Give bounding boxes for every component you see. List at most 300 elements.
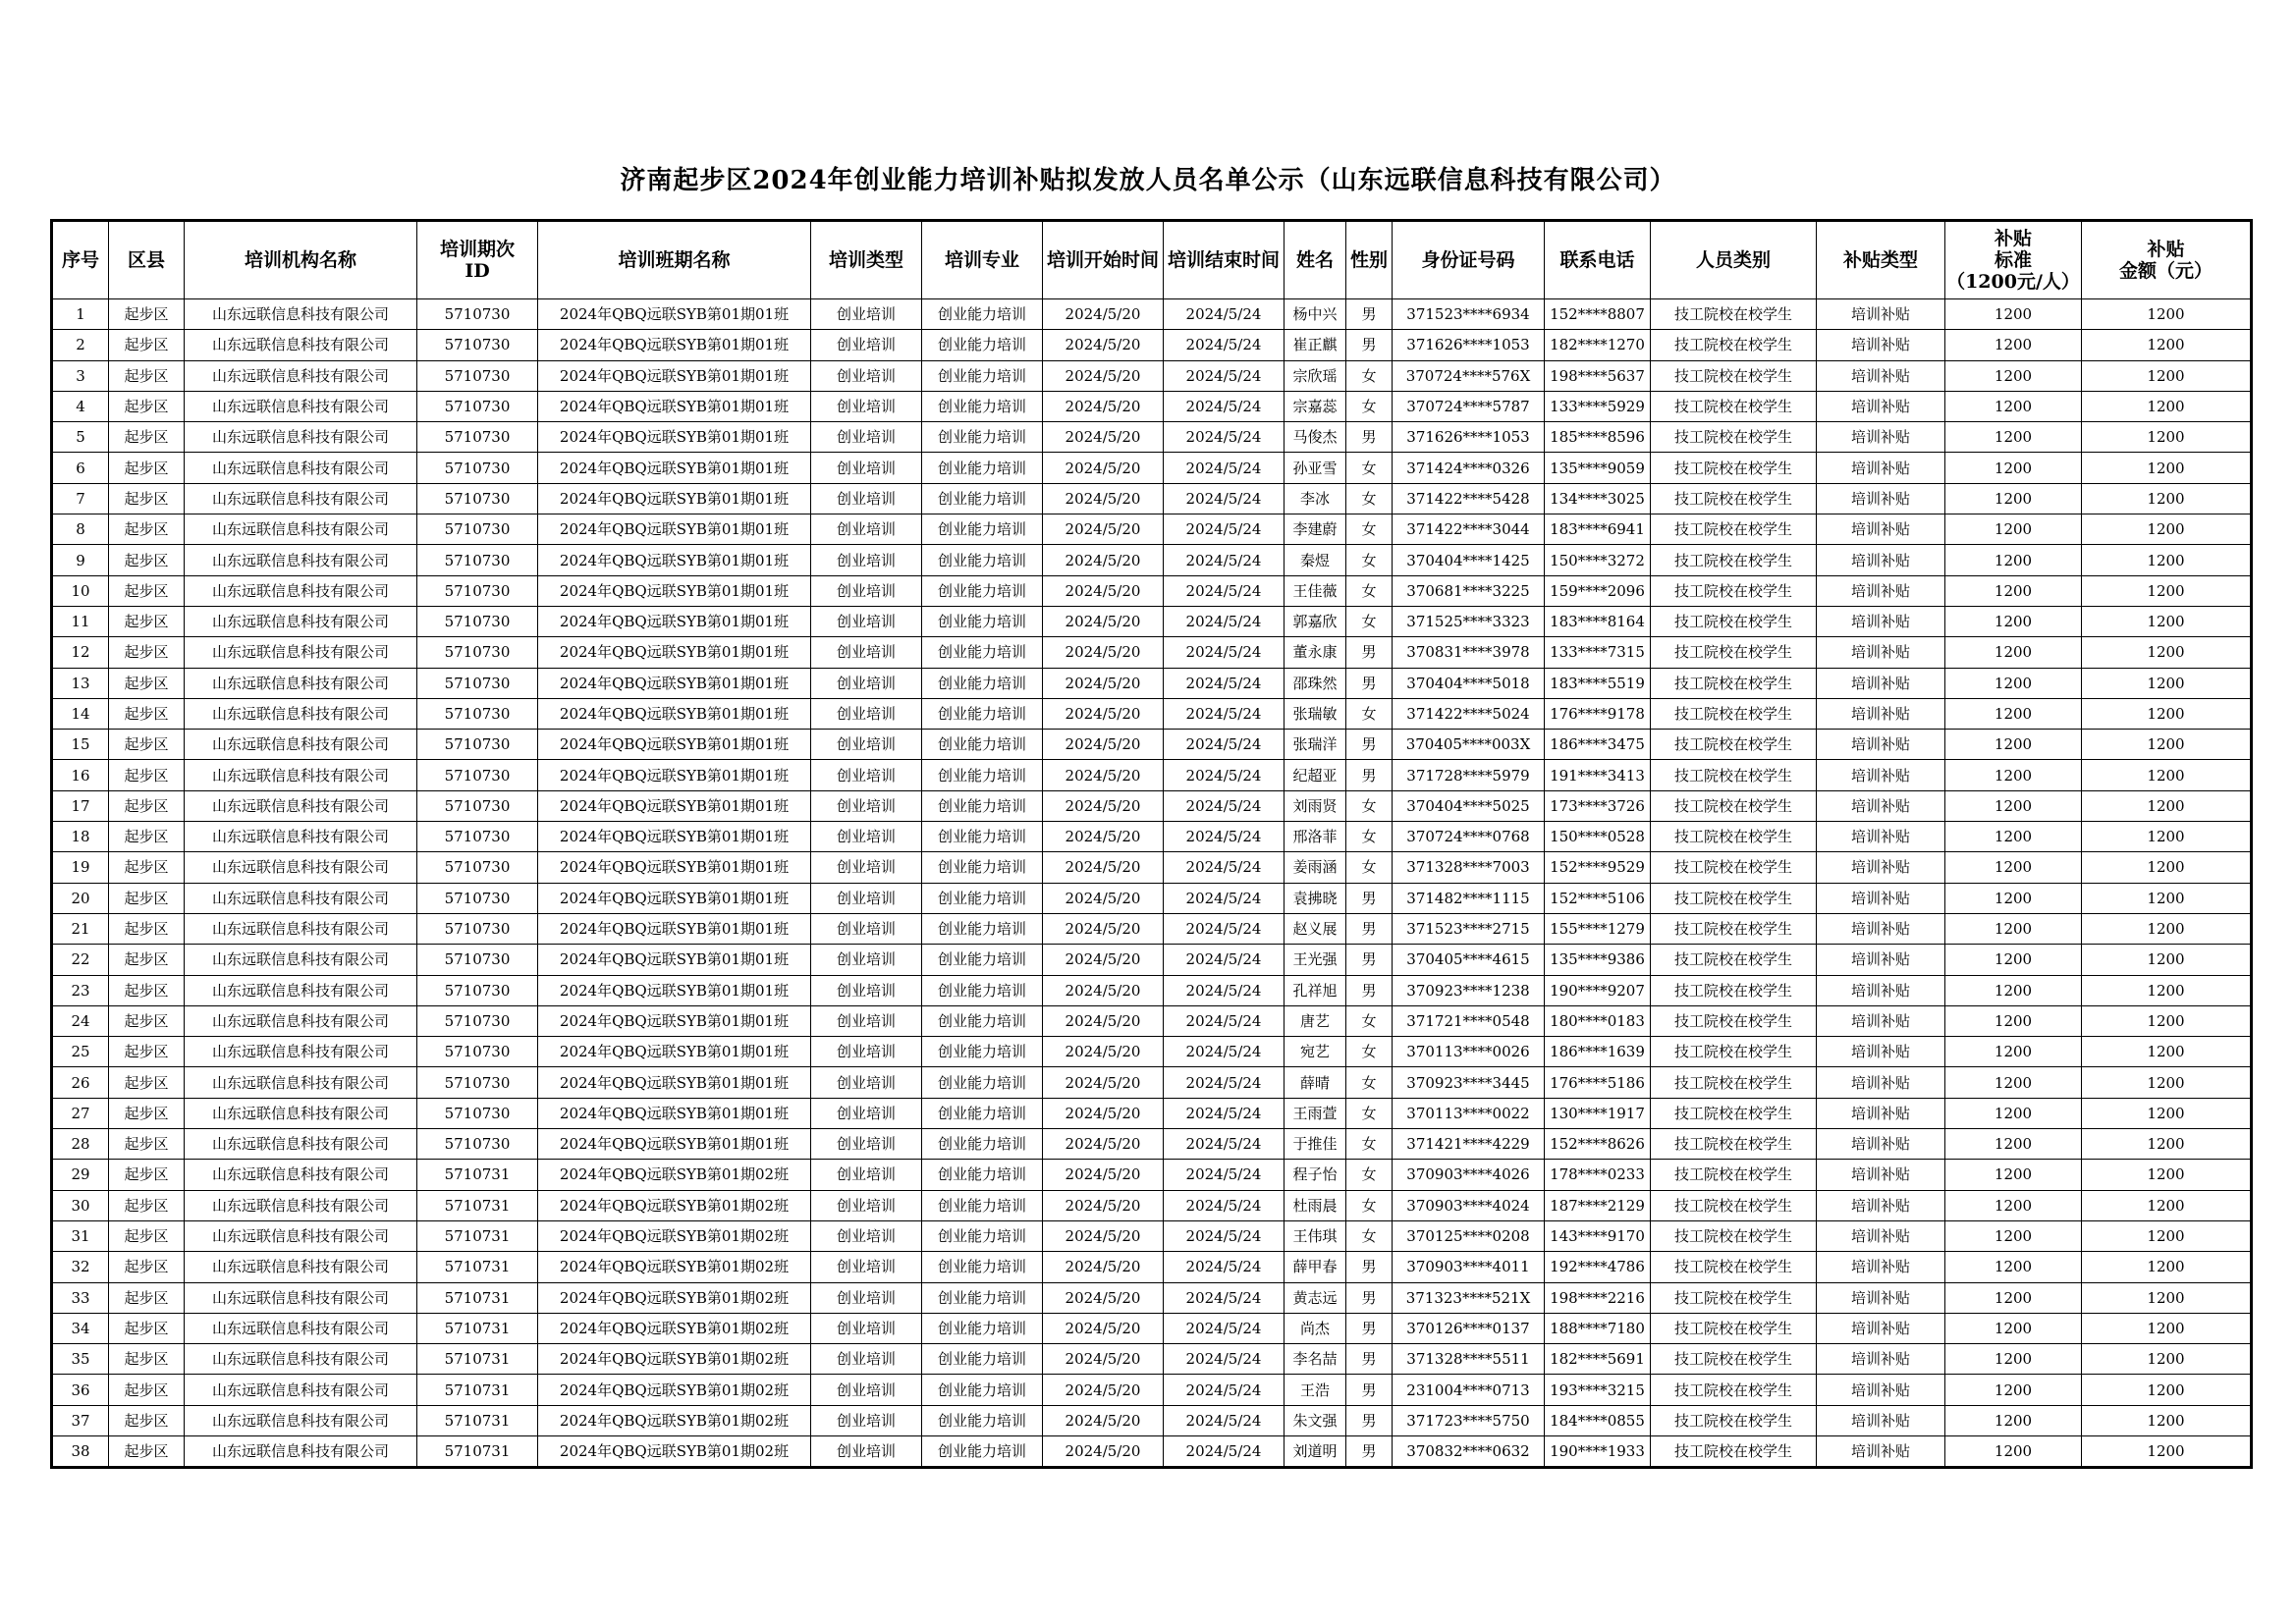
- table-cell: 技工院校在校学生: [1651, 360, 1817, 391]
- table-cell: 男: [1346, 637, 1393, 668]
- table-cell: 创业培训: [811, 330, 922, 360]
- table-cell: 创业能力培训: [922, 483, 1043, 514]
- table-cell: 起步区: [109, 422, 185, 453]
- table-cell: 李名喆: [1285, 1344, 1346, 1375]
- table-cell: 培训补贴: [1817, 360, 1945, 391]
- table-cell: 女: [1346, 606, 1393, 636]
- table-cell: 山东远联信息科技有限公司: [185, 760, 417, 790]
- table-cell: 女: [1346, 1098, 1393, 1128]
- table-cell: 1200: [1945, 1252, 2082, 1282]
- table-cell: 1200: [1945, 668, 2082, 698]
- table-cell: 起步区: [109, 1282, 185, 1313]
- table-cell: 起步区: [109, 883, 185, 913]
- table-cell: 5710730: [417, 1098, 538, 1128]
- table-cell: 2024/5/20: [1043, 1375, 1164, 1405]
- table-cell: 起步区: [109, 1375, 185, 1405]
- table-cell: 女: [1346, 1220, 1393, 1251]
- table-cell: 程子怡: [1285, 1160, 1346, 1190]
- table-cell: 培训补贴: [1817, 330, 1945, 360]
- column-header: 培训机构名称: [185, 221, 417, 299]
- table-cell: 起步区: [109, 391, 185, 421]
- table-cell: 起步区: [109, 514, 185, 545]
- table-cell: 2024年QBQ远联SYB第01期01班: [538, 1067, 811, 1098]
- table-cell: 山东远联信息科技有限公司: [185, 1190, 417, 1220]
- table-cell: 山东远联信息科技有限公司: [185, 1098, 417, 1128]
- table-cell: 男: [1346, 422, 1393, 453]
- table-cell: 技工院校在校学生: [1651, 730, 1817, 760]
- header-row: [52, 221, 2252, 299]
- table-cell: 宗欣瑶: [1285, 360, 1346, 391]
- table-cell: 2024年QBQ远联SYB第01期02班: [538, 1405, 811, 1435]
- table-row: [52, 698, 2252, 729]
- table-cell: 山东远联信息科技有限公司: [185, 1344, 417, 1375]
- table-cell: 1200: [1945, 575, 2082, 606]
- table-cell: 23: [52, 975, 109, 1005]
- table-cell: 创业能力培训: [922, 790, 1043, 821]
- table-cell: 370126****0137: [1393, 1313, 1545, 1343]
- table-row: [52, 1098, 2252, 1128]
- table-cell: 培训补贴: [1817, 883, 1945, 913]
- table-cell: 1200: [1945, 545, 2082, 575]
- table-row: [52, 1405, 2252, 1435]
- table-row: [52, 730, 2252, 760]
- table-row: [52, 1037, 2252, 1067]
- table-cell: 男: [1346, 945, 1393, 975]
- table-cell: 5710730: [417, 975, 538, 1005]
- table-cell: 起步区: [109, 822, 185, 852]
- table-cell: 薛晴: [1285, 1067, 1346, 1098]
- table-cell: 赵义展: [1285, 913, 1346, 944]
- table-cell: 2024年QBQ远联SYB第01期02班: [538, 1220, 811, 1251]
- table-cell: 5710731: [417, 1405, 538, 1435]
- table-cell: 2024/5/20: [1043, 360, 1164, 391]
- table-cell: 11: [52, 606, 109, 636]
- table-cell: 起步区: [109, 545, 185, 575]
- table-cell: 370724****5787: [1393, 391, 1545, 421]
- table-cell: 创业培训: [811, 1313, 922, 1343]
- table-cell: 371728****5979: [1393, 760, 1545, 790]
- table-cell: 山东远联信息科技有限公司: [185, 945, 417, 975]
- table-row: [52, 1313, 2252, 1343]
- table-cell: 1200: [2082, 545, 2252, 575]
- table-cell: 创业能力培训: [922, 883, 1043, 913]
- table-cell: 山东远联信息科技有限公司: [185, 1160, 417, 1190]
- table-cell: 5710730: [417, 668, 538, 698]
- table-cell: 宛艺: [1285, 1037, 1346, 1067]
- table-cell: 2024/5/20: [1043, 453, 1164, 483]
- table-cell: 山东远联信息科技有限公司: [185, 453, 417, 483]
- table-cell: 2024/5/24: [1164, 822, 1285, 852]
- table-cell: 创业培训: [811, 545, 922, 575]
- table-cell: 10: [52, 575, 109, 606]
- table-cell: 159****2096: [1545, 575, 1651, 606]
- table-cell: 女: [1346, 1067, 1393, 1098]
- table-row: [52, 391, 2252, 421]
- table-cell: 技工院校在校学生: [1651, 575, 1817, 606]
- table-cell: 2024/5/24: [1164, 1037, 1285, 1067]
- table-cell: 1200: [1945, 852, 2082, 883]
- table-cell: 2024年QBQ远联SYB第01期01班: [538, 360, 811, 391]
- table-cell: 2024年QBQ远联SYB第01期01班: [538, 1005, 811, 1036]
- table-cell: 2024年QBQ远联SYB第01期02班: [538, 1190, 811, 1220]
- table-cell: 1200: [1945, 730, 2082, 760]
- table-cell: 起步区: [109, 606, 185, 636]
- table-cell: 起步区: [109, 1405, 185, 1435]
- table-cell: 技工院校在校学生: [1651, 637, 1817, 668]
- table-cell: 王光强: [1285, 945, 1346, 975]
- table-cell: 183****5519: [1545, 668, 1651, 698]
- table-cell: 152****8626: [1545, 1129, 1651, 1160]
- table-cell: 技工院校在校学生: [1651, 883, 1817, 913]
- table-cell: 刘道明: [1285, 1435, 1346, 1467]
- table-cell: 培训补贴: [1817, 1220, 1945, 1251]
- table-cell: 男: [1346, 299, 1393, 330]
- table-cell: 2024/5/24: [1164, 453, 1285, 483]
- table-cell: 技工院校在校学生: [1651, 822, 1817, 852]
- table-cell: 2024/5/24: [1164, 575, 1285, 606]
- table-cell: 创业能力培训: [922, 1435, 1043, 1467]
- table-cell: 371422****5024: [1393, 698, 1545, 729]
- column-header: 培训类型: [811, 221, 922, 299]
- table-cell: 2: [52, 330, 109, 360]
- table-cell: 2024/5/20: [1043, 299, 1164, 330]
- table-row: [52, 575, 2252, 606]
- table-cell: 培训补贴: [1817, 575, 1945, 606]
- table-cell: 袁拂晓: [1285, 883, 1346, 913]
- table-cell: 2024/5/20: [1043, 1435, 1164, 1467]
- table-cell: 培训补贴: [1817, 975, 1945, 1005]
- table-cell: 创业培训: [811, 822, 922, 852]
- table-row: [52, 1129, 2252, 1160]
- table-row: [52, 913, 2252, 944]
- table-cell: 1200: [1945, 1098, 2082, 1128]
- table-cell: 5710730: [417, 391, 538, 421]
- table-cell: 培训补贴: [1817, 822, 1945, 852]
- table-cell: 培训补贴: [1817, 852, 1945, 883]
- table-cell: 2024/5/20: [1043, 852, 1164, 883]
- table-cell: 152****9529: [1545, 852, 1651, 883]
- table-cell: 女: [1346, 698, 1393, 729]
- table-cell: 1200: [2082, 1252, 2252, 1282]
- table-cell: 135****9059: [1545, 453, 1651, 483]
- table-cell: 187****2129: [1545, 1190, 1651, 1220]
- table-cell: 山东远联信息科技有限公司: [185, 883, 417, 913]
- table-cell: 180****0183: [1545, 1005, 1651, 1036]
- table-cell: 创业能力培训: [922, 1005, 1043, 1036]
- table-cell: 1200: [1945, 698, 2082, 729]
- table-cell: 5710731: [417, 1220, 538, 1251]
- table-cell: 培训补贴: [1817, 1405, 1945, 1435]
- table-row: [52, 637, 2252, 668]
- table-cell: 5710730: [417, 760, 538, 790]
- table-cell: 起步区: [109, 1129, 185, 1160]
- table-cell: 创业培训: [811, 1129, 922, 1160]
- table-cell: 创业培训: [811, 1375, 922, 1405]
- table-cell: 山东远联信息科技有限公司: [185, 1129, 417, 1160]
- table-cell: 培训补贴: [1817, 1435, 1945, 1467]
- table-cell: 1200: [1945, 1313, 2082, 1343]
- table-cell: 1200: [1945, 945, 2082, 975]
- table-cell: 培训补贴: [1817, 1344, 1945, 1375]
- table-cell: 培训补贴: [1817, 453, 1945, 483]
- table-cell: 起步区: [109, 1067, 185, 1098]
- table-cell: 17: [52, 790, 109, 821]
- table-row: [52, 945, 2252, 975]
- table-cell: 2024/5/20: [1043, 1313, 1164, 1343]
- column-header: 培训班期名称: [538, 221, 811, 299]
- table-cell: 2024年QBQ远联SYB第01期01班: [538, 1037, 811, 1067]
- table-cell: 创业培训: [811, 514, 922, 545]
- table-cell: 培训补贴: [1817, 1313, 1945, 1343]
- table-cell: 培训补贴: [1817, 606, 1945, 636]
- table-cell: 创业培训: [811, 422, 922, 453]
- table-cell: 5710730: [417, 883, 538, 913]
- table-cell: 1200: [1945, 822, 2082, 852]
- table-cell: 技工院校在校学生: [1651, 913, 1817, 944]
- table-cell: 男: [1346, 1405, 1393, 1435]
- table-cell: 28: [52, 1129, 109, 1160]
- table-cell: 371422****5428: [1393, 483, 1545, 514]
- table-cell: 山东远联信息科技有限公司: [185, 1435, 417, 1467]
- table-cell: 2024/5/24: [1164, 1190, 1285, 1220]
- table-cell: 1200: [2082, 1005, 2252, 1036]
- table-cell: 2024年QBQ远联SYB第01期01班: [538, 391, 811, 421]
- table-row: [52, 883, 2252, 913]
- column-header: 培训结束时间: [1164, 221, 1285, 299]
- table-cell: 133****7315: [1545, 637, 1651, 668]
- table-cell: 女: [1346, 391, 1393, 421]
- table-cell: 25: [52, 1037, 109, 1067]
- table-row: [52, 299, 2252, 330]
- table-cell: 创业能力培训: [922, 1129, 1043, 1160]
- table-cell: 1200: [2082, 637, 2252, 668]
- table-cell: 5710730: [417, 852, 538, 883]
- table-cell: 山东远联信息科技有限公司: [185, 698, 417, 729]
- table-cell: 186****3475: [1545, 730, 1651, 760]
- table-cell: 2024/5/24: [1164, 1435, 1285, 1467]
- table-cell: 山东远联信息科技有限公司: [185, 483, 417, 514]
- table-cell: 2024年QBQ远联SYB第01期01班: [538, 545, 811, 575]
- table-cell: 山东远联信息科技有限公司: [185, 330, 417, 360]
- table-cell: 创业培训: [811, 1037, 922, 1067]
- table-cell: 技工院校在校学生: [1651, 1067, 1817, 1098]
- table-cell: 创业培训: [811, 730, 922, 760]
- table-cell: 1200: [2082, 760, 2252, 790]
- table-cell: 24: [52, 1005, 109, 1036]
- table-cell: 5710730: [417, 730, 538, 760]
- table-cell: 男: [1346, 730, 1393, 760]
- table-cell: 技工院校在校学生: [1651, 945, 1817, 975]
- table-cell: 1200: [1945, 637, 2082, 668]
- table-cell: 起步区: [109, 913, 185, 944]
- table-cell: 山东远联信息科技有限公司: [185, 1375, 417, 1405]
- table-cell: 2024/5/20: [1043, 1282, 1164, 1313]
- table-row: [52, 1375, 2252, 1405]
- column-header: 补贴 标准 （1200元/人）: [1945, 221, 2082, 299]
- table-cell: 女: [1346, 790, 1393, 821]
- table-cell: 1200: [2082, 975, 2252, 1005]
- table-cell: 起步区: [109, 1344, 185, 1375]
- table-cell: 1200: [2082, 1405, 2252, 1435]
- table-cell: 起步区: [109, 668, 185, 698]
- table-cell: 技工院校在校学生: [1651, 1344, 1817, 1375]
- table-cell: 5710730: [417, 822, 538, 852]
- table-cell: 创业能力培训: [922, 1375, 1043, 1405]
- table-cell: 1200: [1945, 1375, 2082, 1405]
- table-cell: 2024/5/20: [1043, 637, 1164, 668]
- column-header: 序号: [52, 221, 109, 299]
- table-row: [52, 668, 2252, 698]
- table-cell: 176****5186: [1545, 1067, 1651, 1098]
- table-cell: 2024/5/24: [1164, 483, 1285, 514]
- table-row: [52, 822, 2252, 852]
- table-cell: 370923****1238: [1393, 975, 1545, 1005]
- table-cell: 男: [1346, 330, 1393, 360]
- table-cell: 崔正麒: [1285, 330, 1346, 360]
- table-cell: 3: [52, 360, 109, 391]
- table-cell: 2024年QBQ远联SYB第01期01班: [538, 945, 811, 975]
- table-row: [52, 545, 2252, 575]
- table-cell: 5: [52, 422, 109, 453]
- table-cell: 山东远联信息科技有限公司: [185, 299, 417, 330]
- table-cell: 2024/5/20: [1043, 1220, 1164, 1251]
- table-cell: 山东远联信息科技有限公司: [185, 822, 417, 852]
- table-cell: 女: [1346, 575, 1393, 606]
- table-cell: 9: [52, 545, 109, 575]
- table-cell: 山东远联信息科技有限公司: [185, 637, 417, 668]
- table-cell: 女: [1346, 514, 1393, 545]
- table-cell: 培训补贴: [1817, 422, 1945, 453]
- table-cell: 2024/5/24: [1164, 913, 1285, 944]
- table-cell: 创业培训: [811, 1190, 922, 1220]
- table-cell: 山东远联信息科技有限公司: [185, 1037, 417, 1067]
- table-cell: 女: [1346, 483, 1393, 514]
- table-cell: 创业能力培训: [922, 422, 1043, 453]
- table-cell: 5710730: [417, 790, 538, 821]
- table-cell: 技工院校在校学生: [1651, 299, 1817, 330]
- table-cell: 1200: [2082, 668, 2252, 698]
- table-cell: 创业能力培训: [922, 852, 1043, 883]
- table-cell: 创业能力培训: [922, 330, 1043, 360]
- table-cell: 2024/5/20: [1043, 668, 1164, 698]
- table-cell: 2024/5/20: [1043, 945, 1164, 975]
- table-cell: 2024/5/20: [1043, 698, 1164, 729]
- table-cell: 起步区: [109, 730, 185, 760]
- table-cell: 创业能力培训: [922, 1405, 1043, 1435]
- table-row: [52, 1005, 2252, 1036]
- table-cell: 起步区: [109, 1220, 185, 1251]
- table-cell: 12: [52, 637, 109, 668]
- table-cell: 2024/5/24: [1164, 1005, 1285, 1036]
- table-cell: 370832****0632: [1393, 1435, 1545, 1467]
- table-cell: 1200: [1945, 391, 2082, 421]
- table-cell: 王浩: [1285, 1375, 1346, 1405]
- table-cell: 1200: [1945, 483, 2082, 514]
- table-cell: 创业培训: [811, 852, 922, 883]
- table-cell: 2024年QBQ远联SYB第01期02班: [538, 1160, 811, 1190]
- table-cell: 1: [52, 299, 109, 330]
- table-cell: 150****0528: [1545, 822, 1651, 852]
- table-cell: 创业培训: [811, 698, 922, 729]
- table-cell: 创业能力培训: [922, 822, 1043, 852]
- table-cell: 技工院校在校学生: [1651, 790, 1817, 821]
- table-row: [52, 514, 2252, 545]
- table-cell: 创业培训: [811, 1405, 922, 1435]
- table-cell: 技工院校在校学生: [1651, 1098, 1817, 1128]
- table-cell: 2024/5/20: [1043, 1098, 1164, 1128]
- table-cell: 男: [1346, 1252, 1393, 1282]
- table-cell: 2024/5/20: [1043, 760, 1164, 790]
- table-cell: 培训补贴: [1817, 299, 1945, 330]
- column-header: 补贴 金额（元）: [2082, 221, 2252, 299]
- table-cell: 26: [52, 1067, 109, 1098]
- table-cell: 5710731: [417, 1160, 538, 1190]
- table-cell: 男: [1346, 1344, 1393, 1375]
- table-cell: 1200: [2082, 1282, 2252, 1313]
- table-cell: 1200: [1945, 1067, 2082, 1098]
- table-cell: 29: [52, 1160, 109, 1190]
- table-cell: 5710730: [417, 422, 538, 453]
- table-cell: 起步区: [109, 760, 185, 790]
- table-cell: 2024年QBQ远联SYB第01期02班: [538, 1344, 811, 1375]
- table-cell: 培训补贴: [1817, 760, 1945, 790]
- table-cell: 191****3413: [1545, 760, 1651, 790]
- table-cell: 创业培训: [811, 1098, 922, 1128]
- table-cell: 起步区: [109, 1252, 185, 1282]
- table-cell: 起步区: [109, 1005, 185, 1036]
- table-cell: 1200: [2082, 790, 2252, 821]
- table-cell: 张瑞洋: [1285, 730, 1346, 760]
- table-cell: 创业能力培训: [922, 1282, 1043, 1313]
- table-row: [52, 1252, 2252, 1282]
- table-cell: 宗嘉蕊: [1285, 391, 1346, 421]
- table-cell: 2024/5/20: [1043, 1252, 1164, 1282]
- table-cell: 13: [52, 668, 109, 698]
- table-cell: 创业能力培训: [922, 975, 1043, 1005]
- table-cell: 178****0233: [1545, 1160, 1651, 1190]
- table-cell: 21: [52, 913, 109, 944]
- table-cell: 1200: [1945, 360, 2082, 391]
- table-cell: 2024/5/24: [1164, 698, 1285, 729]
- table-cell: 198****2216: [1545, 1282, 1651, 1313]
- table-cell: 2024/5/20: [1043, 1405, 1164, 1435]
- table-cell: 2024/5/20: [1043, 483, 1164, 514]
- table-cell: 起步区: [109, 852, 185, 883]
- table-cell: 创业培训: [811, 760, 922, 790]
- table-cell: 5710730: [417, 1129, 538, 1160]
- table-cell: 1200: [1945, 883, 2082, 913]
- table-cell: 创业能力培训: [922, 1252, 1043, 1282]
- table-cell: 山东远联信息科技有限公司: [185, 668, 417, 698]
- table-cell: 5710730: [417, 1037, 538, 1067]
- table-cell: 山东远联信息科技有限公司: [185, 975, 417, 1005]
- table-cell: 培训补贴: [1817, 790, 1945, 821]
- table-cell: 起步区: [109, 1160, 185, 1190]
- table-cell: 山东远联信息科技有限公司: [185, 360, 417, 391]
- table-cell: 技工院校在校学生: [1651, 330, 1817, 360]
- table-cell: 19: [52, 852, 109, 883]
- table-cell: 1200: [2082, 330, 2252, 360]
- table-cell: 郭嘉欣: [1285, 606, 1346, 636]
- table-cell: 1200: [1945, 1220, 2082, 1251]
- table-cell: 2024年QBQ远联SYB第01期01班: [538, 422, 811, 453]
- table-cell: 31: [52, 1220, 109, 1251]
- table-cell: 技工院校在校学生: [1651, 698, 1817, 729]
- table-cell: 创业培训: [811, 1220, 922, 1251]
- table-cell: 培训补贴: [1817, 698, 1945, 729]
- table-cell: 173****3726: [1545, 790, 1651, 821]
- table-cell: 技工院校在校学生: [1651, 975, 1817, 1005]
